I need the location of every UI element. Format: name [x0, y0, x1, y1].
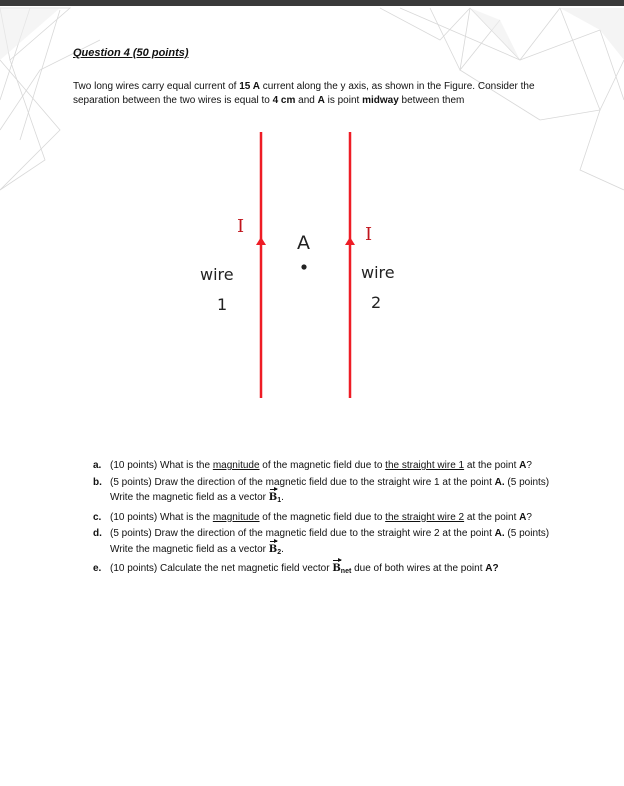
current-label-2: I: [365, 224, 373, 245]
question-intro: Two long wires carry equal current of 15 A current along the y axis, as shown in the Figure. Consider the separation between the two wires is equal to 4 cm and A is point midway between them: [73, 81, 535, 106]
wire-2-number: 2: [371, 293, 382, 312]
wire-2-label: wire: [361, 263, 395, 282]
wire-1-label: wire: [200, 265, 234, 284]
current-label-1: I: [237, 216, 245, 237]
wire-1-number: 1: [217, 295, 228, 314]
sub-question-list: [93, 458, 563, 581]
question-heading: Question 4 (50 points): [73, 47, 189, 59]
point-a-dot: [301, 264, 306, 269]
two-wires-figure: [190, 128, 410, 400]
point-a-label: A: [297, 232, 310, 254]
list-item: d. (5 points) Draw the direction of the magnetic field due to the straight wire 2 at the point A. (5 points) Write the magnetic field as a vector $B_2$.: [93, 528, 550, 556]
list-item: b. (5 points) Draw the direction of the magnetic field due to the straight wire 1 at the point A. (5 points) Write the magnetic field as a vector $B_1$.: [93, 476, 550, 504]
list-item: c. (10 points) What is the magnitude of the magnetic field due to the straight wire 2 at the point A?: [93, 511, 532, 523]
arrow-up-icon-wire-1: [256, 237, 266, 245]
list-item: e. (10 points) Calculate the net magnetic field vector $B_{net}$ due of both wires at the point A?: [93, 563, 499, 575]
arrow-up-icon-wire-2: [345, 237, 355, 245]
list-item: a. (10 points) What is the magnitude of the magnetic field due to the straight wire 1 at the point A?: [93, 460, 532, 471]
